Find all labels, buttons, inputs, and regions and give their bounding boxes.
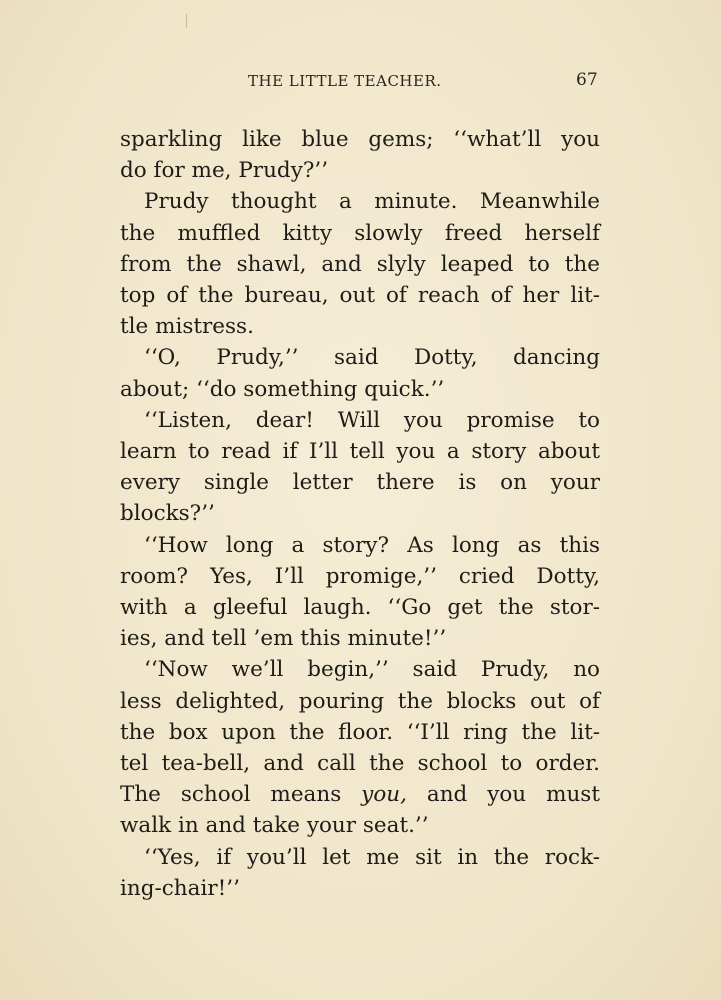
running-head: THE LITTLE TEACHER. — [248, 72, 442, 90]
text-line: the muffled kitty slowly freed herself — [120, 220, 600, 246]
page-number: 67 — [576, 70, 598, 90]
text-line: less delighted, pouring the blocks out of — [120, 688, 600, 714]
text-line: ‘‘Listen, dear! Will you promise to — [144, 407, 600, 433]
paper-mark — [186, 14, 187, 28]
text-line: from the shawl, and slyly leaped to the — [120, 251, 600, 277]
text-line: ing-chair!’’ — [120, 875, 240, 901]
text-line: sparkling like blue gems; ‘‘what’ll you — [120, 127, 600, 152]
body-text — [120, 124, 600, 904]
text-line: every single letter there is on your — [120, 470, 600, 496]
text-line: the box upon the floor. ‘‘I’ll ring the lit- — [120, 719, 600, 745]
text-line: tel tea-bell, and call the school to order. — [120, 751, 600, 777]
text-line: ‘‘Yes, if you’ll let me sit in the rock- — [144, 844, 600, 870]
text-line: blocks?’’ — [120, 501, 215, 527]
text-line — [120, 779, 600, 810]
text-line: ‘‘O, Prudy,’’ said Dotty, dancing — [144, 345, 600, 371]
text-line: Prudy thought a minute. Meanwhile — [144, 189, 600, 215]
text-line: tle mistress. — [120, 314, 254, 340]
text-line: top of the bureau, out of reach of her lit- — [120, 283, 600, 309]
text-line: ‘‘Now we’ll begin,’’ said Prudy, no — [144, 657, 600, 683]
italic-emphasis: you, — [361, 782, 407, 808]
text-line: ies, and tell ’em this minute!’’ — [120, 626, 447, 652]
text-line: with a gleeful laugh. ‘‘Go get the stor- — [120, 595, 600, 621]
text-line: walk in and take your seat.’’ — [120, 813, 429, 839]
text-line: do for me, Prudy?’’ — [120, 158, 329, 184]
text-line: ‘‘How long a story? As long as this — [144, 532, 600, 558]
text-segment: and you must — [426, 782, 600, 808]
text-line: learn to read if I’ll tell you a story about — [120, 439, 600, 465]
text-segment: The school means — [120, 782, 342, 808]
text-line: room? Yes, I’ll promige,’’ cried Dotty, — [120, 563, 600, 589]
text-line: about; ‘‘do something quick.’’ — [120, 376, 445, 402]
